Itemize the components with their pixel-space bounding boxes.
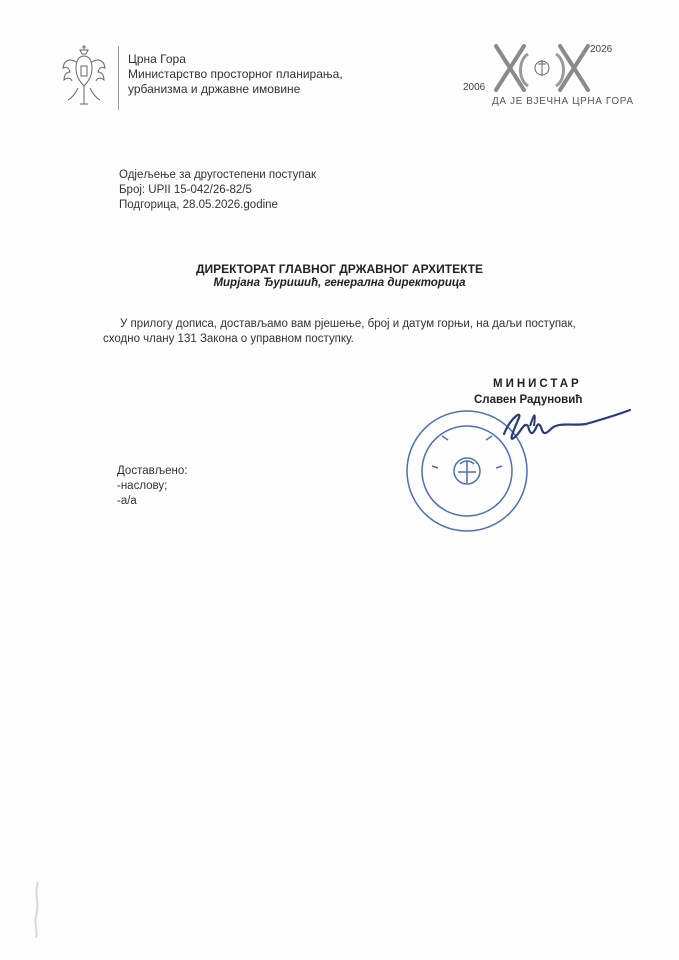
- case-number-line: Број: UPII 15-042/26-82/5: [119, 184, 252, 196]
- coat-of-arms-icon: [62, 44, 106, 112]
- addressee-name: Мирјана Ђуришић, генерална директорица: [213, 277, 466, 289]
- org-line-country: Црна Гора: [128, 52, 186, 66]
- signatory-name: Славен Радуновић: [474, 394, 583, 406]
- reference-block: [119, 168, 316, 213]
- jubilee-motto: ДА ЈЕ ВЈЕЧНА ЦРНА ГОРА: [492, 96, 634, 107]
- distribution-item: -наслову;: [117, 480, 168, 492]
- jubilee-year-start: 2006: [463, 82, 486, 93]
- body-text-line-2: сходно члану 131 Закона о управном поступку.: [103, 333, 354, 345]
- signatory-title: МИНИСТАР: [493, 378, 582, 390]
- body-text-line-1: У прилогу дописа, достављамо вам рјешење, број и датум горњи, на даљи поступак,: [120, 318, 576, 330]
- jubilee-year-end: 2026: [590, 44, 613, 55]
- place-date-line: Подгорица, 28.05.2026.godine: [119, 199, 278, 211]
- header-divider: [118, 46, 119, 110]
- ministry-name: [128, 52, 343, 97]
- org-line-ministry: Министарство просторног планирања,: [128, 67, 343, 81]
- scan-artifact: [30, 880, 46, 940]
- distribution-heading: Достављено:: [117, 465, 188, 477]
- handwritten-signature: [490, 400, 635, 450]
- department-line: Одјељење за другостепени поступак: [119, 169, 317, 181]
- addressee-title: ДИРЕКТОРАТ ГЛАВНОГ ДРЖАВНОГ АРХИТЕКТЕ: [195, 262, 484, 276]
- distribution-list: [117, 464, 187, 509]
- org-line-ministry-cont: урбанизма и државне имовине: [128, 82, 301, 96]
- distribution-item: -а/а: [117, 495, 137, 507]
